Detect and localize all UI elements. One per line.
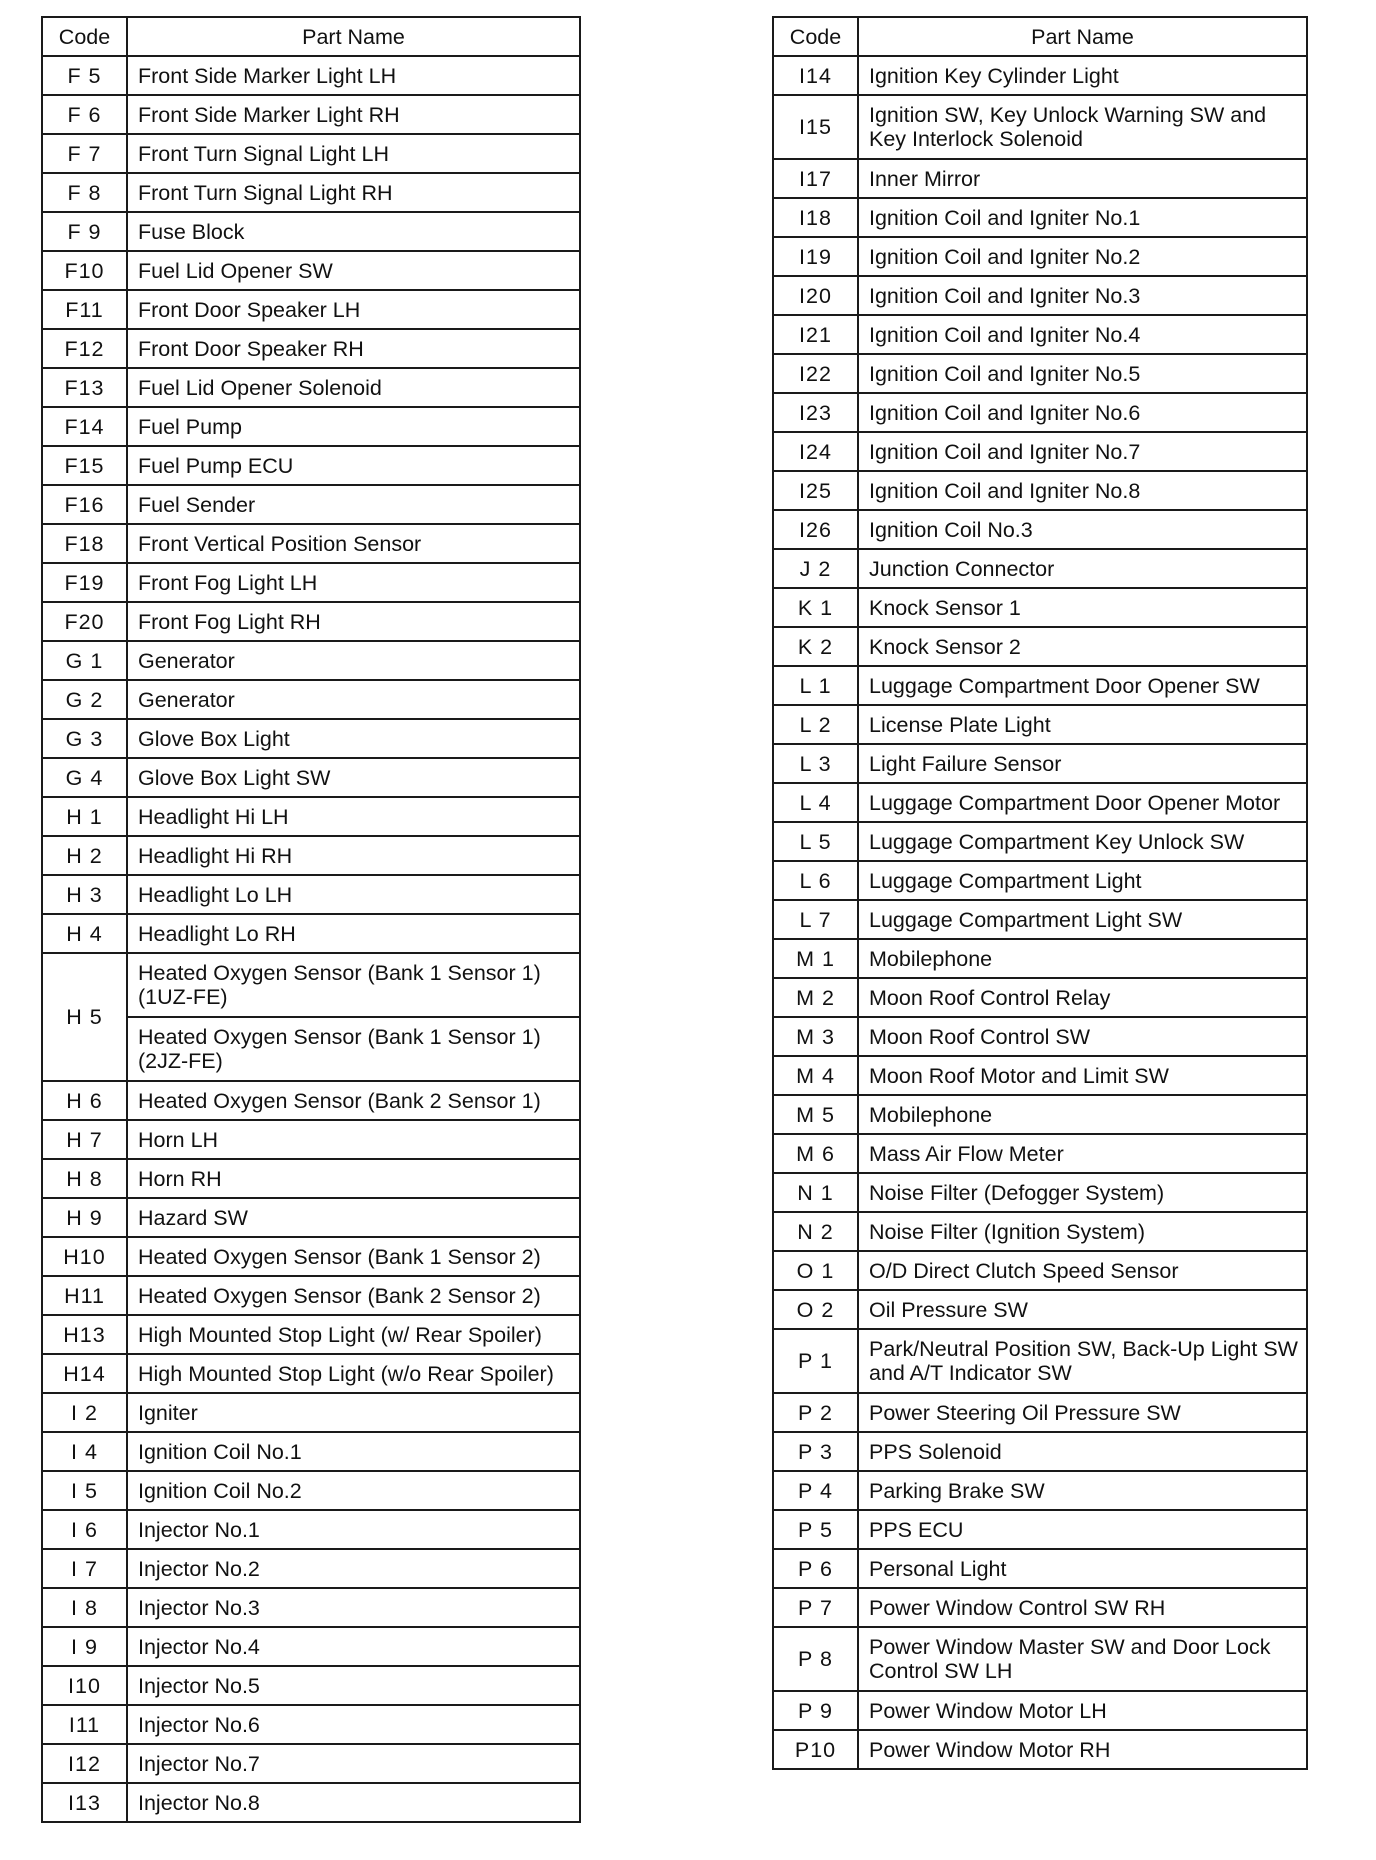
part-name-cell: Personal Light xyxy=(858,1549,1307,1588)
part-code-cell: I 9 xyxy=(42,1627,127,1666)
part-name-cell: Fuel Pump xyxy=(127,407,580,446)
table-row xyxy=(42,290,580,329)
table-row xyxy=(773,1251,1307,1290)
table-row xyxy=(42,1471,580,1510)
part-code-cell: F13 xyxy=(42,368,127,407)
part-code-cell: I 2 xyxy=(42,1393,127,1432)
part-name-cell: Heated Oxygen Sensor (Bank 1 Sensor 2) xyxy=(127,1237,580,1276)
part-code-cell: H13 xyxy=(42,1315,127,1354)
part-code-cell: G 2 xyxy=(42,680,127,719)
part-name-cell: Moon Roof Control Relay xyxy=(858,978,1307,1017)
table-row xyxy=(42,1588,580,1627)
part-name-cell: Mobilephone xyxy=(858,939,1307,978)
part-code-cell: F20 xyxy=(42,602,127,641)
part-name-cell: Front Door Speaker RH xyxy=(127,329,580,368)
part-code-cell: P 3 xyxy=(773,1432,858,1471)
part-code-cell: G 1 xyxy=(42,641,127,680)
part-name-cell: Injector No.5 xyxy=(127,1666,580,1705)
part-code-cell: M 3 xyxy=(773,1017,858,1056)
part-code-cell: K 1 xyxy=(773,588,858,627)
part-code-cell: H 8 xyxy=(42,1159,127,1198)
table-row xyxy=(42,1198,580,1237)
part-name-cell: Power Window Master SW and Door Lock Control SW LH xyxy=(858,1627,1307,1691)
part-code-cell: I11 xyxy=(42,1705,127,1744)
table-row xyxy=(773,276,1307,315)
table-row xyxy=(773,159,1307,198)
part-name-cell: Ignition Coil and Igniter No.7 xyxy=(858,432,1307,471)
part-code-cell: I21 xyxy=(773,315,858,354)
part-code-cell: I26 xyxy=(773,510,858,549)
part-code-cell: P 8 xyxy=(773,1627,858,1691)
table-row xyxy=(773,510,1307,549)
part-name-cell: High Mounted Stop Light (w/o Rear Spoiler) xyxy=(127,1354,580,1393)
part-name-cell: Power Steering Oil Pressure SW xyxy=(858,1393,1307,1432)
table-row xyxy=(42,1237,580,1276)
part-name-cell: O/D Direct Clutch Speed Sensor xyxy=(858,1251,1307,1290)
table-row xyxy=(773,861,1307,900)
part-name-cell: Junction Connector xyxy=(858,549,1307,588)
part-name-cell: Luggage Compartment Light SW xyxy=(858,900,1307,939)
table-row xyxy=(42,251,580,290)
code-column-header: Code xyxy=(42,17,127,56)
table-row xyxy=(42,95,580,134)
part-code-cell: H 3 xyxy=(42,875,127,914)
part-name-cell: Heated Oxygen Sensor (Bank 1 Sensor 1) (2JZ-FE) xyxy=(127,1017,580,1081)
part-code-cell: M 6 xyxy=(773,1134,858,1173)
table-row xyxy=(773,432,1307,471)
table-row xyxy=(773,56,1307,95)
part-code-cell: H10 xyxy=(42,1237,127,1276)
table-row xyxy=(42,1081,580,1120)
part-code-cell: I23 xyxy=(773,393,858,432)
part-code-cell: I12 xyxy=(42,1744,127,1783)
table-header-row xyxy=(42,17,580,56)
part-name-cell: Power Window Motor LH xyxy=(858,1691,1307,1730)
parts-table-right xyxy=(772,16,1308,1770)
part-code-cell: G 3 xyxy=(42,719,127,758)
part-code-cell: N 2 xyxy=(773,1212,858,1251)
part-code-cell: M 4 xyxy=(773,1056,858,1095)
table-row xyxy=(42,1393,580,1432)
table-row xyxy=(773,237,1307,276)
table-row xyxy=(773,1173,1307,1212)
part-code-cell: M 5 xyxy=(773,1095,858,1134)
part-code-cell: M 1 xyxy=(773,939,858,978)
part-name-cell: Ignition Coil and Igniter No.8 xyxy=(858,471,1307,510)
table-row xyxy=(42,524,580,563)
table-row xyxy=(42,1120,580,1159)
table-row xyxy=(773,744,1307,783)
table-row xyxy=(773,198,1307,237)
part-code-cell: F10 xyxy=(42,251,127,290)
table-row xyxy=(773,1471,1307,1510)
table-row xyxy=(773,1290,1307,1329)
part-name-cell: Luggage Compartment Door Opener Motor xyxy=(858,783,1307,822)
table-row xyxy=(42,758,580,797)
part-name-cell: Injector No.4 xyxy=(127,1627,580,1666)
table-row xyxy=(773,1134,1307,1173)
part-name-cell: Luggage Compartment Door Opener SW xyxy=(858,666,1307,705)
table-row xyxy=(42,173,580,212)
part-code-cell: F19 xyxy=(42,563,127,602)
part-name-cell: Fuel Lid Opener SW xyxy=(127,251,580,290)
part-name-cell: Ignition Coil and Igniter No.6 xyxy=(858,393,1307,432)
part-code-cell: I24 xyxy=(773,432,858,471)
part-code-cell: H 7 xyxy=(42,1120,127,1159)
part-code-cell: F 6 xyxy=(42,95,127,134)
part-code-cell: I 8 xyxy=(42,1588,127,1627)
part-name-cell: Front Fog Light LH xyxy=(127,563,580,602)
table-row xyxy=(42,1549,580,1588)
part-name-cell: Headlight Hi RH xyxy=(127,836,580,875)
table-row xyxy=(773,627,1307,666)
part-code-cell: F12 xyxy=(42,329,127,368)
part-code-cell: J 2 xyxy=(773,549,858,588)
part-code-cell: F 5 xyxy=(42,56,127,95)
part-code-cell: I17 xyxy=(773,159,858,198)
part-name-cell: Ignition Coil and Igniter No.1 xyxy=(858,198,1307,237)
part-code-cell: O 1 xyxy=(773,1251,858,1290)
part-name-cell: Headlight Hi LH xyxy=(127,797,580,836)
part-code-cell: F16 xyxy=(42,485,127,524)
part-name-cell: Heated Oxygen Sensor (Bank 1 Sensor 1) (1UZ-FE) xyxy=(127,953,580,1017)
part-name-cell: Heated Oxygen Sensor (Bank 2 Sensor 2) xyxy=(127,1276,580,1315)
table-row xyxy=(773,1056,1307,1095)
part-name-cell: Noise Filter (Ignition System) xyxy=(858,1212,1307,1251)
part-name-cell: Ignition Coil No.2 xyxy=(127,1471,580,1510)
part-code-cell: N 1 xyxy=(773,1173,858,1212)
part-name-cell: Noise Filter (Defogger System) xyxy=(858,1173,1307,1212)
part-code-cell: P 6 xyxy=(773,1549,858,1588)
part-code-cell: L 1 xyxy=(773,666,858,705)
part-code-cell: I19 xyxy=(773,237,858,276)
part-name-cell: Heated Oxygen Sensor (Bank 2 Sensor 1) xyxy=(127,1081,580,1120)
part-name-cell: Ignition Coil and Igniter No.4 xyxy=(858,315,1307,354)
part-name-cell: Injector No.1 xyxy=(127,1510,580,1549)
part-code-cell: O 2 xyxy=(773,1290,858,1329)
part-code-cell: G 4 xyxy=(42,758,127,797)
part-code-cell: F15 xyxy=(42,446,127,485)
part-name-cell: Horn RH xyxy=(127,1159,580,1198)
part-code-cell: I13 xyxy=(42,1783,127,1822)
table-row xyxy=(773,939,1307,978)
part-code-cell: I20 xyxy=(773,276,858,315)
part-code-cell: F18 xyxy=(42,524,127,563)
part-name-cell: Ignition Coil No.3 xyxy=(858,510,1307,549)
part-code-cell: K 2 xyxy=(773,627,858,666)
part-code-cell: L 2 xyxy=(773,705,858,744)
table-row xyxy=(42,1744,580,1783)
table-row xyxy=(42,407,580,446)
table-row xyxy=(773,666,1307,705)
table-row xyxy=(42,1354,580,1393)
part-code-cell: P 1 xyxy=(773,1329,858,1393)
part-code-cell: H 2 xyxy=(42,836,127,875)
table-row xyxy=(773,1095,1307,1134)
part-name-cell: Ignition Coil and Igniter No.3 xyxy=(858,276,1307,315)
part-code-cell: I10 xyxy=(42,1666,127,1705)
part-code-cell: P 4 xyxy=(773,1471,858,1510)
part-name-cell: Fuel Sender xyxy=(127,485,580,524)
table-row xyxy=(42,56,580,95)
part-code-cell: P 5 xyxy=(773,1510,858,1549)
part-name-cell: Moon Roof Control SW xyxy=(858,1017,1307,1056)
table-row xyxy=(42,563,580,602)
part-name-cell: Headlight Lo LH xyxy=(127,875,580,914)
table-row xyxy=(773,1432,1307,1471)
part-name-cell: Power Window Motor RH xyxy=(858,1730,1307,1769)
part-code-cell: I 5 xyxy=(42,1471,127,1510)
part-name-cell: Generator xyxy=(127,641,580,680)
part-code-cell: P 2 xyxy=(773,1393,858,1432)
table-row xyxy=(42,485,580,524)
part-name-cell: Luggage Compartment Key Unlock SW xyxy=(858,822,1307,861)
part-name-cell: Glove Box Light SW xyxy=(127,758,580,797)
table-row xyxy=(42,797,580,836)
part-name-cell: Parking Brake SW xyxy=(858,1471,1307,1510)
part-name-cell: Fuel Lid Opener Solenoid xyxy=(127,368,580,407)
part-name-cell: Front Turn Signal Light RH xyxy=(127,173,580,212)
part-code-cell: I14 xyxy=(773,56,858,95)
table-row xyxy=(42,212,580,251)
table-row xyxy=(42,602,580,641)
part-code-cell: I 7 xyxy=(42,1549,127,1588)
part-code-cell: I25 xyxy=(773,471,858,510)
part-name-cell: Ignition SW, Key Unlock Warning SW and Key Interlock Solenoid xyxy=(858,95,1307,159)
table-row xyxy=(773,822,1307,861)
part-name-cell: Light Failure Sensor xyxy=(858,744,1307,783)
table-row xyxy=(773,978,1307,1017)
table-row xyxy=(42,914,580,953)
table-row xyxy=(42,368,580,407)
table-row xyxy=(42,953,580,1017)
table-row xyxy=(42,1510,580,1549)
part-code-cell: H 5 xyxy=(42,953,127,1081)
table-row xyxy=(773,1549,1307,1588)
table-row xyxy=(42,1627,580,1666)
part-name-cell: Injector No.3 xyxy=(127,1588,580,1627)
table-row xyxy=(42,134,580,173)
part-code-cell: M 2 xyxy=(773,978,858,1017)
part-code-cell: L 5 xyxy=(773,822,858,861)
part-name-cell: Mobilephone xyxy=(858,1095,1307,1134)
part-name-cell: Oil Pressure SW xyxy=(858,1290,1307,1329)
table-row xyxy=(773,1510,1307,1549)
part-name-cell: Knock Sensor 2 xyxy=(858,627,1307,666)
table-row xyxy=(42,446,580,485)
table-row xyxy=(773,1627,1307,1691)
table-row xyxy=(42,719,580,758)
part-code-cell: I22 xyxy=(773,354,858,393)
part-name-cell: Generator xyxy=(127,680,580,719)
part-name-column-header: Part Name xyxy=(858,17,1307,56)
table-row xyxy=(42,1666,580,1705)
part-name-cell: Mass Air Flow Meter xyxy=(858,1134,1307,1173)
part-name-cell: Inner Mirror xyxy=(858,159,1307,198)
table-row xyxy=(773,471,1307,510)
table-row xyxy=(773,1329,1307,1393)
part-code-cell: F 8 xyxy=(42,173,127,212)
table-row xyxy=(42,680,580,719)
parts-table-left-body xyxy=(42,56,580,1822)
table-row xyxy=(773,588,1307,627)
part-code-cell: P 7 xyxy=(773,1588,858,1627)
part-name-cell: Hazard SW xyxy=(127,1198,580,1237)
part-name-cell: Ignition Key Cylinder Light xyxy=(858,56,1307,95)
part-code-cell: F14 xyxy=(42,407,127,446)
table-row xyxy=(42,1315,580,1354)
table-row xyxy=(773,1691,1307,1730)
part-code-cell: H11 xyxy=(42,1276,127,1315)
table-row xyxy=(42,1159,580,1198)
part-name-cell: Headlight Lo RH xyxy=(127,914,580,953)
part-name-cell: Knock Sensor 1 xyxy=(858,588,1307,627)
part-name-cell: Front Turn Signal Light LH xyxy=(127,134,580,173)
part-code-cell: L 6 xyxy=(773,861,858,900)
part-code-cell: I 4 xyxy=(42,1432,127,1471)
part-code-cell: L 3 xyxy=(773,744,858,783)
table-row xyxy=(773,1393,1307,1432)
parts-table-left xyxy=(41,16,581,1823)
part-name-cell: Injector No.7 xyxy=(127,1744,580,1783)
part-code-cell: L 7 xyxy=(773,900,858,939)
table-header-row xyxy=(773,17,1307,56)
table-row xyxy=(773,354,1307,393)
part-name-cell: Injector No.6 xyxy=(127,1705,580,1744)
table-row xyxy=(42,1783,580,1822)
part-name-cell: Front Side Marker Light LH xyxy=(127,56,580,95)
part-name-cell: Glove Box Light xyxy=(127,719,580,758)
table-row xyxy=(773,95,1307,159)
table-row xyxy=(773,1017,1307,1056)
part-name-cell: Front Side Marker Light RH xyxy=(127,95,580,134)
table-row xyxy=(773,393,1307,432)
part-code-cell: L 4 xyxy=(773,783,858,822)
table-row xyxy=(773,705,1307,744)
part-name-cell: Luggage Compartment Light xyxy=(858,861,1307,900)
part-code-cell: F11 xyxy=(42,290,127,329)
table-row xyxy=(773,1212,1307,1251)
part-name-cell: License Plate Light xyxy=(858,705,1307,744)
part-name-column-header: Part Name xyxy=(127,17,580,56)
table-row xyxy=(773,900,1307,939)
part-name-cell: Injector No.8 xyxy=(127,1783,580,1822)
part-name-cell: High Mounted Stop Light (w/ Rear Spoiler) xyxy=(127,1315,580,1354)
table-row xyxy=(42,329,580,368)
part-name-cell: Igniter xyxy=(127,1393,580,1432)
part-name-cell: Park/Neutral Position SW, Back-Up Light SW and A/T Indicator SW xyxy=(858,1329,1307,1393)
part-name-cell: Front Vertical Position Sensor xyxy=(127,524,580,563)
part-name-cell: Injector No.2 xyxy=(127,1549,580,1588)
table-row xyxy=(42,1432,580,1471)
part-code-cell: I15 xyxy=(773,95,858,159)
part-code-cell: I 6 xyxy=(42,1510,127,1549)
part-name-cell: Fuel Pump ECU xyxy=(127,446,580,485)
part-code-cell: P 9 xyxy=(773,1691,858,1730)
part-code-cell: H 9 xyxy=(42,1198,127,1237)
part-code-cell: H14 xyxy=(42,1354,127,1393)
part-name-cell: Ignition Coil and Igniter No.5 xyxy=(858,354,1307,393)
part-code-cell: F 7 xyxy=(42,134,127,173)
part-code-cell: F 9 xyxy=(42,212,127,251)
table-row xyxy=(773,549,1307,588)
part-name-cell: Fuse Block xyxy=(127,212,580,251)
part-name-cell: Power Window Control SW RH xyxy=(858,1588,1307,1627)
part-name-cell: Moon Roof Motor and Limit SW xyxy=(858,1056,1307,1095)
part-name-cell: PPS ECU xyxy=(858,1510,1307,1549)
part-name-cell: Horn LH xyxy=(127,1120,580,1159)
table-row xyxy=(42,1276,580,1315)
table-row xyxy=(773,1730,1307,1769)
table-row xyxy=(42,836,580,875)
part-code-cell: H 4 xyxy=(42,914,127,953)
part-code-cell: H 6 xyxy=(42,1081,127,1120)
table-row xyxy=(42,875,580,914)
part-name-cell: Front Door Speaker LH xyxy=(127,290,580,329)
part-name-cell: PPS Solenoid xyxy=(858,1432,1307,1471)
table-row xyxy=(42,1705,580,1744)
part-name-cell: Front Fog Light RH xyxy=(127,602,580,641)
part-code-cell: H 1 xyxy=(42,797,127,836)
parts-table-right-body xyxy=(773,56,1307,1769)
table-row xyxy=(42,641,580,680)
code-column-header: Code xyxy=(773,17,858,56)
part-name-cell: Ignition Coil No.1 xyxy=(127,1432,580,1471)
part-name-cell: Ignition Coil and Igniter No.2 xyxy=(858,237,1307,276)
part-code-cell: I18 xyxy=(773,198,858,237)
table-row xyxy=(773,315,1307,354)
table-row xyxy=(773,1588,1307,1627)
table-row xyxy=(773,783,1307,822)
part-code-cell: P10 xyxy=(773,1730,858,1769)
